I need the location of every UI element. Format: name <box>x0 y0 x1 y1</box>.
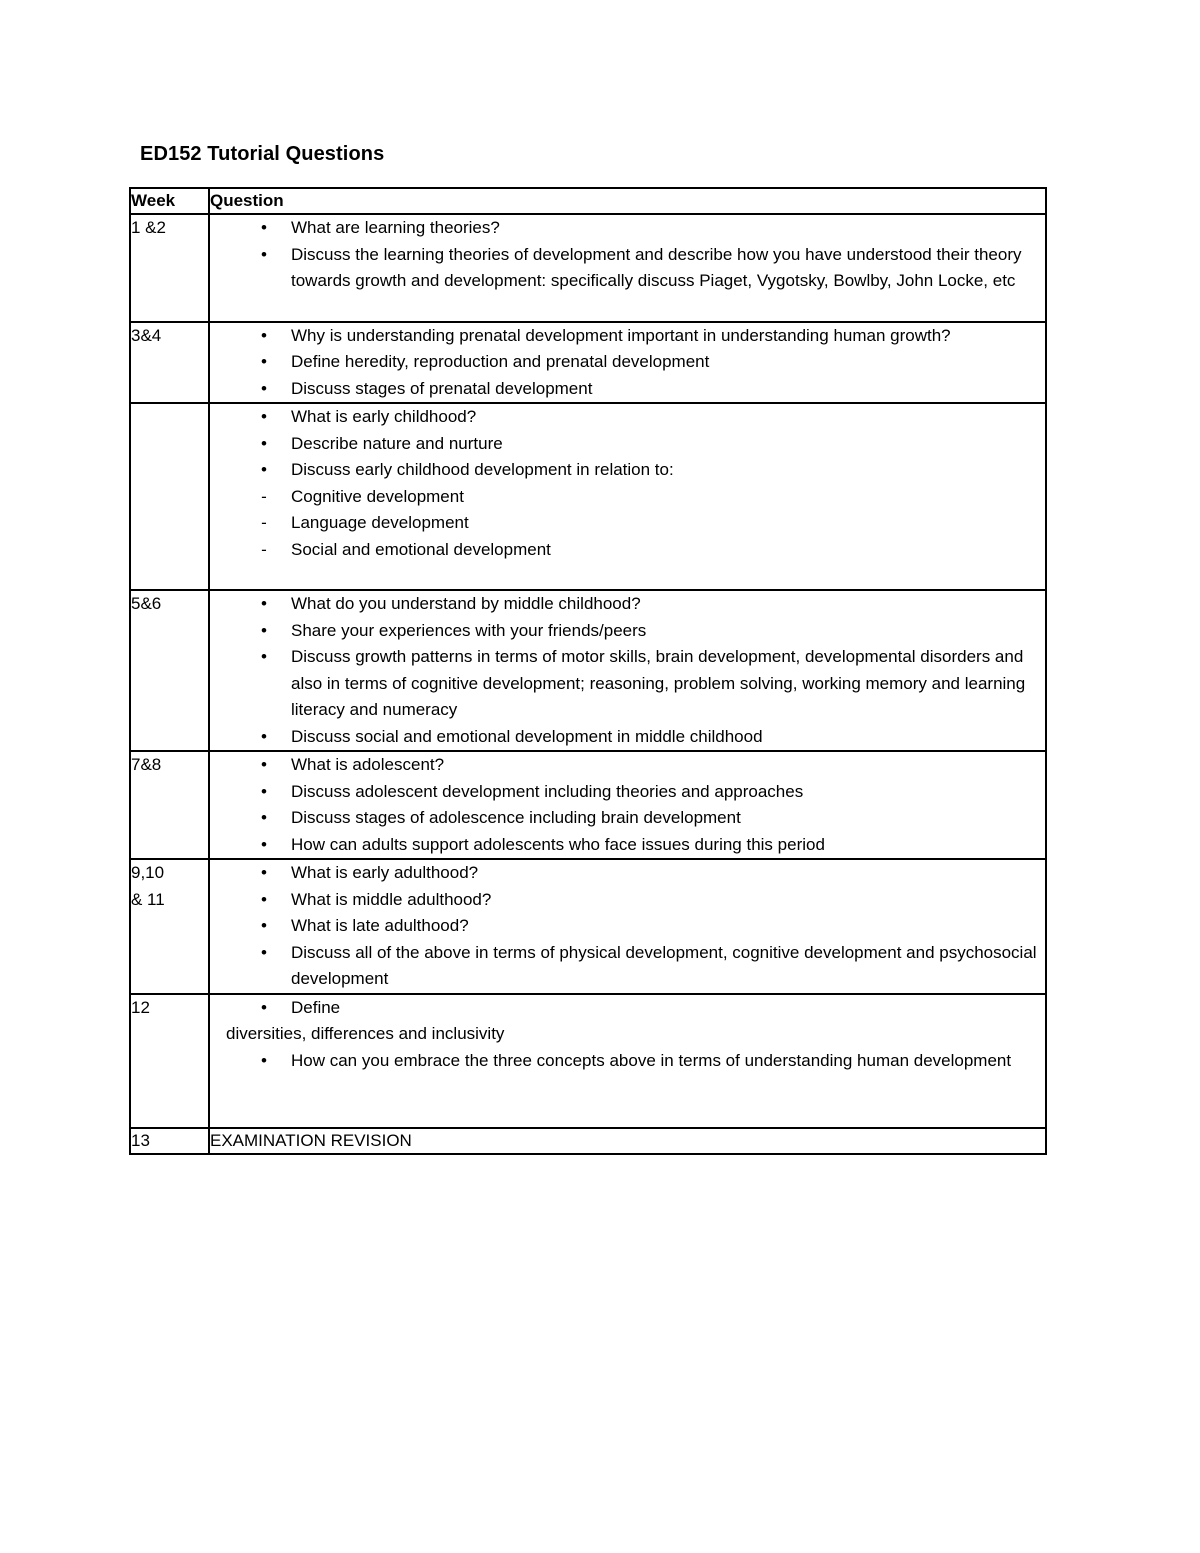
list-item <box>210 860 1045 887</box>
question-list <box>210 591 1045 750</box>
question-list <box>210 1048 1045 1075</box>
question-text: Share your experiences with your friends/peers <box>291 620 647 640</box>
list-item <box>210 484 1045 511</box>
bullet-icon: • <box>261 244 267 264</box>
week-cell: 7&8 <box>130 751 209 859</box>
question-list <box>210 860 1045 993</box>
question-cell <box>209 751 1046 859</box>
question-text: How can you embrace the three concepts above in terms of understanding human development <box>291 1050 1012 1070</box>
question-continuation: diversities, differences and inclusivity <box>226 1024 505 1043</box>
question-text: What is early adulthood? <box>291 863 479 882</box>
table-row <box>130 1128 1046 1154</box>
page-title: ED152 Tutorial Questions <box>140 143 385 165</box>
question-text: Describe nature and nurture <box>291 433 503 453</box>
dash-icon: - <box>261 539 267 559</box>
table-header-row <box>130 188 1046 214</box>
list-item <box>210 724 1045 751</box>
table-row <box>130 859 1046 994</box>
question-cell <box>209 859 1046 994</box>
list-item <box>210 537 1045 564</box>
question-text: Define <box>291 997 341 1017</box>
week-cell: 5&6 <box>130 590 209 751</box>
question-text: What do you understand by middle childhood? <box>291 594 641 613</box>
bullet-icon: • <box>261 808 267 827</box>
list-item <box>210 591 1045 618</box>
question-text: Discuss stages of adolescence including brain development <box>291 808 741 827</box>
question-text: Discuss stages of prenatal development <box>291 378 593 398</box>
question-text: Language development <box>291 513 469 532</box>
list-item <box>210 887 1045 914</box>
bullet-icon: • <box>261 325 267 345</box>
question-text: Discuss adolescent development including theories and approaches <box>291 781 804 801</box>
week-cell: 13 <box>130 1128 209 1154</box>
list-item <box>210 940 1045 993</box>
week-label-line: 9,10 <box>131 863 165 882</box>
question-text: Cognitive development <box>291 486 464 506</box>
question-text: Discuss growth patterns in terms of motor skills, brain development, developmental disorders and also in terms of cognitive development; reasoning, problem solving, working memory and learning literacy and numeracy <box>291 647 1026 719</box>
bullet-icon: • <box>261 942 267 962</box>
question-cell <box>209 214 1046 322</box>
week-cell <box>130 859 209 994</box>
question-cell: EXAMINATION REVISION <box>209 1128 1046 1154</box>
table-row <box>130 214 1046 322</box>
list-item <box>210 215 1045 242</box>
week-cell <box>130 403 209 590</box>
week-cell: 3&4 <box>130 322 209 404</box>
question-list <box>210 215 1045 295</box>
list-item <box>210 376 1045 403</box>
bullet-icon: • <box>261 378 267 398</box>
tutorial-questions-table <box>129 187 1047 1155</box>
question-cell <box>209 322 1046 404</box>
bullet-icon: • <box>261 620 267 640</box>
list-item <box>210 457 1045 484</box>
question-text: What is early childhood? <box>291 407 477 426</box>
cell-spacer <box>210 563 1045 589</box>
question-cell <box>209 403 1046 590</box>
bullet-icon: • <box>261 755 267 774</box>
table-row <box>130 590 1046 751</box>
table-row <box>130 751 1046 859</box>
week-cell: 12 <box>130 994 209 1129</box>
bullet-icon: • <box>261 834 267 854</box>
list-item <box>210 913 1045 940</box>
week-cell: 1 &2 <box>130 214 209 322</box>
bullet-icon: • <box>261 407 267 426</box>
header-week: Week <box>130 188 209 214</box>
question-text: Discuss the learning theories of development and describe how you have understood their theory towards growth and development: specifically discuss Piaget, Vygotsky, Bowlby, John Locke, etc <box>291 244 1022 290</box>
bullet-icon: • <box>261 352 267 371</box>
week-label-line: & 11 <box>131 889 165 909</box>
question-cell <box>209 590 1046 751</box>
list-item <box>210 323 1045 350</box>
question-text: What are learning theories? <box>291 218 500 237</box>
question-text: Social and emotional development <box>291 539 551 559</box>
question-text: What is adolescent? <box>291 755 445 774</box>
list-item <box>210 832 1045 859</box>
question-text: What is middle adulthood? <box>291 889 492 909</box>
bullet-icon: • <box>261 218 267 237</box>
question-text: Discuss early childhood development in relation to: <box>291 460 674 479</box>
bullet-icon: • <box>261 1050 267 1070</box>
question-text: Discuss social and emotional development in middle childhood <box>291 726 763 746</box>
bullet-icon: • <box>261 647 267 666</box>
header-question: Question <box>209 188 1046 214</box>
list-item <box>210 1048 1045 1075</box>
list-item <box>210 995 1045 1022</box>
bullet-icon: • <box>261 594 267 613</box>
question-list <box>210 323 1045 403</box>
question-list <box>210 995 1045 1022</box>
list-item <box>210 404 1045 431</box>
question-cell <box>209 994 1046 1129</box>
dash-icon: - <box>261 486 267 506</box>
question-text: What is late adulthood? <box>291 916 469 935</box>
list-item <box>210 242 1045 295</box>
table-row <box>130 994 1046 1129</box>
question-text: Define heredity, reproduction and prenatal development <box>291 352 710 371</box>
bullet-icon: • <box>261 889 267 909</box>
cell-spacer <box>210 295 1045 321</box>
list-item <box>210 618 1045 645</box>
question-text: Why is understanding prenatal development important in understanding human growth? <box>291 325 951 345</box>
list-item <box>210 779 1045 806</box>
list-item <box>210 752 1045 779</box>
question-list <box>210 752 1045 858</box>
dash-icon: - <box>261 513 267 532</box>
bullet-icon: • <box>261 863 267 882</box>
bullet-icon: • <box>261 433 267 453</box>
list-item <box>210 349 1045 376</box>
list-item <box>210 510 1045 537</box>
bullet-icon: • <box>261 916 267 935</box>
bullet-icon: • <box>261 781 267 801</box>
list-item <box>210 644 1045 724</box>
question-text: Discuss all of the above in terms of physical development, cognitive development and psychosocial development <box>291 942 1037 988</box>
question-text: How can adults support adolescents who face issues during this period <box>291 834 825 854</box>
question-list <box>210 404 1045 563</box>
bullet-icon: • <box>261 726 267 746</box>
cell-spacer <box>210 1074 1045 1127</box>
bullet-icon: • <box>261 997 267 1017</box>
list-item <box>210 431 1045 458</box>
table-row <box>130 403 1046 590</box>
table-row <box>130 322 1046 404</box>
bullet-icon: • <box>261 460 267 479</box>
list-item <box>210 805 1045 832</box>
